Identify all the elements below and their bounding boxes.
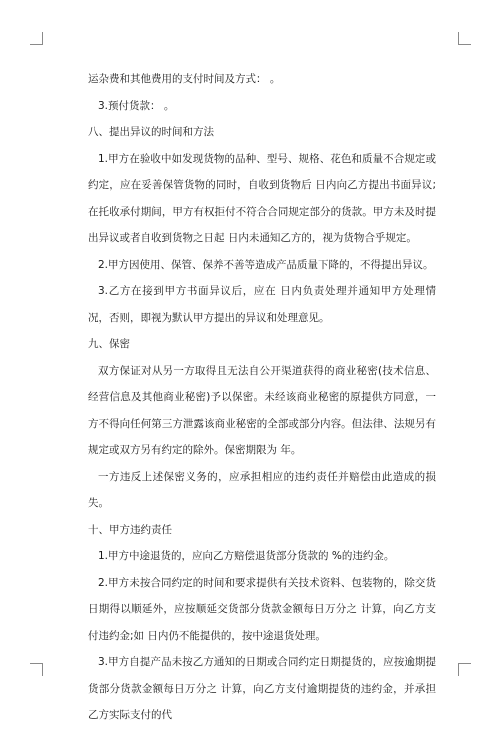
- paragraph-objection-2: 2.甲方因使用、保管、保养不善等造成产品质量下降的，不得提出异议。: [98, 258, 434, 271]
- section-heading-party-a-liability: 十、甲方违约责任: [88, 523, 172, 536]
- crop-mark-bottom-left: [30, 663, 43, 676]
- paragraph-liability-1: 1.甲方中途退货的，应向乙方赔偿退货部分货款的 %的违约金。: [98, 550, 395, 562]
- section-heading-objection: 八、提出异议的时间和方法: [88, 126, 214, 138]
- document-body: [88, 66, 436, 729]
- crop-mark-bottom-right: [458, 663, 471, 676]
- paragraph-prepayment: 3.预付货款： 。: [98, 99, 175, 112]
- paragraph-confidentiality-1: 双方保证对从另一方取得且无法自公开渠道获得的商业秘密(技术信息、经营信息及其他商业秘密)予以保密。未经该商业秘密的原提供方同意，一方不得向任何第三方泄露该商业秘密的全部或部分内容。但法律、法规另有规定或双方另有约定的除外。保密期限为 年。: [88, 364, 436, 456]
- paragraph-objection-1: 1.甲方在验收中如发现货物的品种、型号、规格、花色和质量不合规定或约定，应在妥善保管货物的同时，自收到货物后 日内向乙方提出书面异议;在托收承付期间，甲方有权拒付不符合合同规定部分的货款。甲方未及时提出异议或者自收到货物之日起 日内未通知乙方的，视为货物合乎规定。: [88, 152, 436, 244]
- paragraph-freight-payment: 运杂费和其他费用的支付时间及方式： 。: [88, 73, 281, 85]
- paragraph-liability-2: 2.甲方未按合同约定的时间和要求提供有关技术资料、包装物的，除交货日期得以顺延外，应按顺延交货部分货款金额每日万分之 计算，向乙方支付违约金;如 日内仍不能提供的，按中途退货处理。: [88, 576, 436, 642]
- paragraph-liability-3: 3.甲方自提产品未按乙方通知的日期或合同约定日期提货的，应按逾期提货部分货款金额每日万分之 计算，向乙方支付逾期提货的违约金，并承担乙方实际支付的代: [88, 656, 436, 721]
- crop-mark-top-right: [458, 32, 471, 45]
- paragraph-objection-3: 3.乙方在接到甲方书面异议后，应在 日内负责处理并通知甲方处理情况，否则，即视为默认甲方提出的异议和处理意见。: [88, 285, 436, 324]
- section-heading-confidentiality: 九、保密: [88, 338, 130, 350]
- paragraph-confidentiality-2: 一方违反上述保密义务的，应承担相应的违约责任并赔偿由此造成的损失。: [88, 470, 436, 509]
- crop-mark-top-left: [30, 32, 43, 45]
